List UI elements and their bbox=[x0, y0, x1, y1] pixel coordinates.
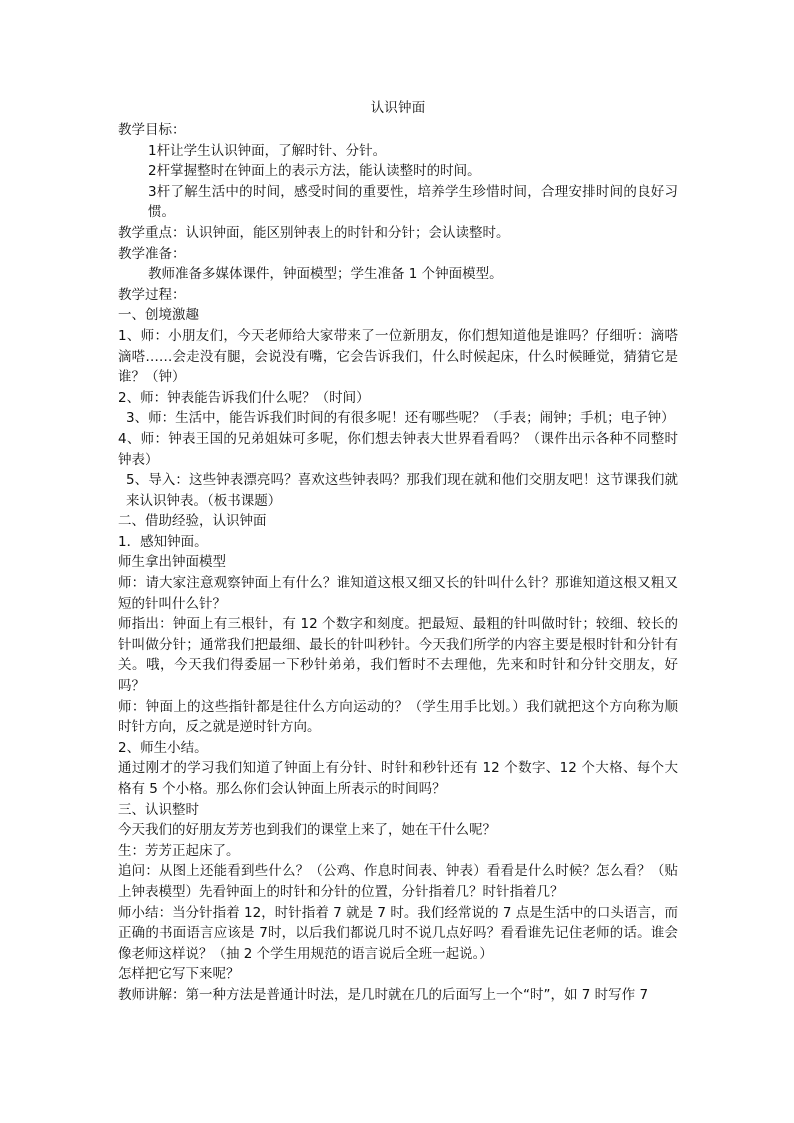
section-2-step-1: 1．感知钟面。 bbox=[118, 533, 208, 550]
section-teaching-objectives-heading: 教学目标： bbox=[118, 122, 186, 138]
document-title: 认识钟面 bbox=[370, 100, 426, 116]
section-3-teacher-summary: 师小结：当分针指着 12，时针指着 7 就是 7 时。我们经常说的 7 点是生活中的口头语言，而正确的书面语言应该是 7时，以后我们都说几时不说几点好吗？看看谁先记住老师的话。谁会像老师这样说？（抽 2 个学生用规范的语言说后全班一起说。） bbox=[118, 904, 678, 962]
section-2-heading: 二、借助经验，认识钟面 bbox=[118, 513, 267, 530]
teaching-process-heading: 教学过程： bbox=[118, 286, 186, 303]
section-2-summary: 通过刚才的学习我们知道了钟面上有分针、时针和秒针还有 12 个数字、12 个大格、每个大格有 5 个小格。那么你们会认钟面上所表示的时间吗？ bbox=[118, 760, 678, 797]
section-3-heading: 三、认识整时 bbox=[118, 801, 199, 818]
section-3-follow-up: 追问：从图上还能看到些什么？（公鸡、作息时间表、钟表）看看是什么时候？怎么看？（贴上钟表模型）先看钟面上的时针和分针的位置，分针指着几？时针指着几？ bbox=[118, 863, 678, 900]
section-3-teacher-explain: 教师讲解：第一种方法是普通计时法，是几时就在几的后面写上一个“时”，如 7 时写作 7 bbox=[118, 986, 649, 1003]
section-1-heading: 一、创境激趣 bbox=[118, 307, 199, 324]
section-3-intro: 今天我们的好朋友芳芳也到我们的课堂上来了，她在干什么呢？ bbox=[118, 822, 496, 839]
section-2-direction: 师：钟面上的这些指针都是往什么方向运动的？（学生用手比划。）我们就把这个方向称为顺时针方向，反之就是逆时针方向。 bbox=[118, 698, 678, 736]
section-3-write-question: 怎样把它写下来呢？ bbox=[118, 966, 240, 983]
teaching-preparation-heading: 教学准备： bbox=[118, 245, 186, 262]
section-2-teacher-points: 师指出：钟面上有三根针，有 12 个数字和刻度。把最短、最粗的针叫做时针；较细、较长的针叫做分针；通常我们把最细、最长的针叫秒针。今天我们所学的内容主要是根时针和分针有关。哦，今天我们得委屈一下秒针弟弟，我们暂时不去理他，先来和时针和分针交朋友，好吗？ bbox=[118, 616, 678, 695]
objective-2: 2杆掌握整时在钟面上的表示方法，能认读整时的时间。 bbox=[148, 163, 481, 180]
section-1-step-5: 5、导入：这些钟表漂亮吗？喜欢这些钟表吗？那我们现在就和他们交朋友吧！这节课我们就来认识钟表。（板书课题） bbox=[126, 472, 678, 509]
section-1-step-3: 3、师：生活中，能告诉我们时间的有很多呢！还有哪些呢？（手表；闹钟；手机；电子钟） bbox=[126, 410, 675, 427]
document-page bbox=[118, 98, 678, 1006]
section-1-step-2: 2、师：钟表能告诉我们什么呢？（时间） bbox=[118, 389, 370, 406]
section-3-student-answer: 生：芳芳正起床了。 bbox=[118, 842, 240, 859]
teaching-key-points: 教学重点：认识钟面，能区别钟表上的时针和分针；会认读整时。 bbox=[118, 224, 510, 241]
section-1-step-4: 4、师：钟表王国的兄弟姐妹可多呢，你们想去钟表大世界看看吗？（课件出示各种不同整时钟表） bbox=[118, 430, 678, 468]
section-2-activity: 师生拿出钟面模型 bbox=[118, 554, 226, 571]
section-1-step-1: 1、师：小朋友们，今天老师给大家带来了一位新朋友，你们想知道他是谁吗？仔细听：滴嗒滴嗒……会走没有腿，会说没有嘴，它会告诉我们，什么时候起床，什么时候睡觉，猜猜它是谁？（钟） bbox=[118, 327, 678, 386]
section-2-step-2: 2、师生小结。 bbox=[118, 739, 208, 756]
teaching-preparation-content: 教师准备多媒体课件，钟面模型；学生准备 1 个钟面模型。 bbox=[148, 266, 503, 283]
section-2-teacher-question: 师：请大家注意观察钟面上有什么？谁知道这根又细又长的针叫什么针？那谁知道这根又粗又短的针叫什么针？ bbox=[118, 575, 678, 612]
objective-3: 3杆了解生活中的时间，感受时间的重要性，培养学生珍惜时间，合理安排时间的良好习惯。 bbox=[148, 183, 678, 221]
objective-1: 1杆让学生认识钟面，了解时针、分针。 bbox=[148, 142, 387, 159]
